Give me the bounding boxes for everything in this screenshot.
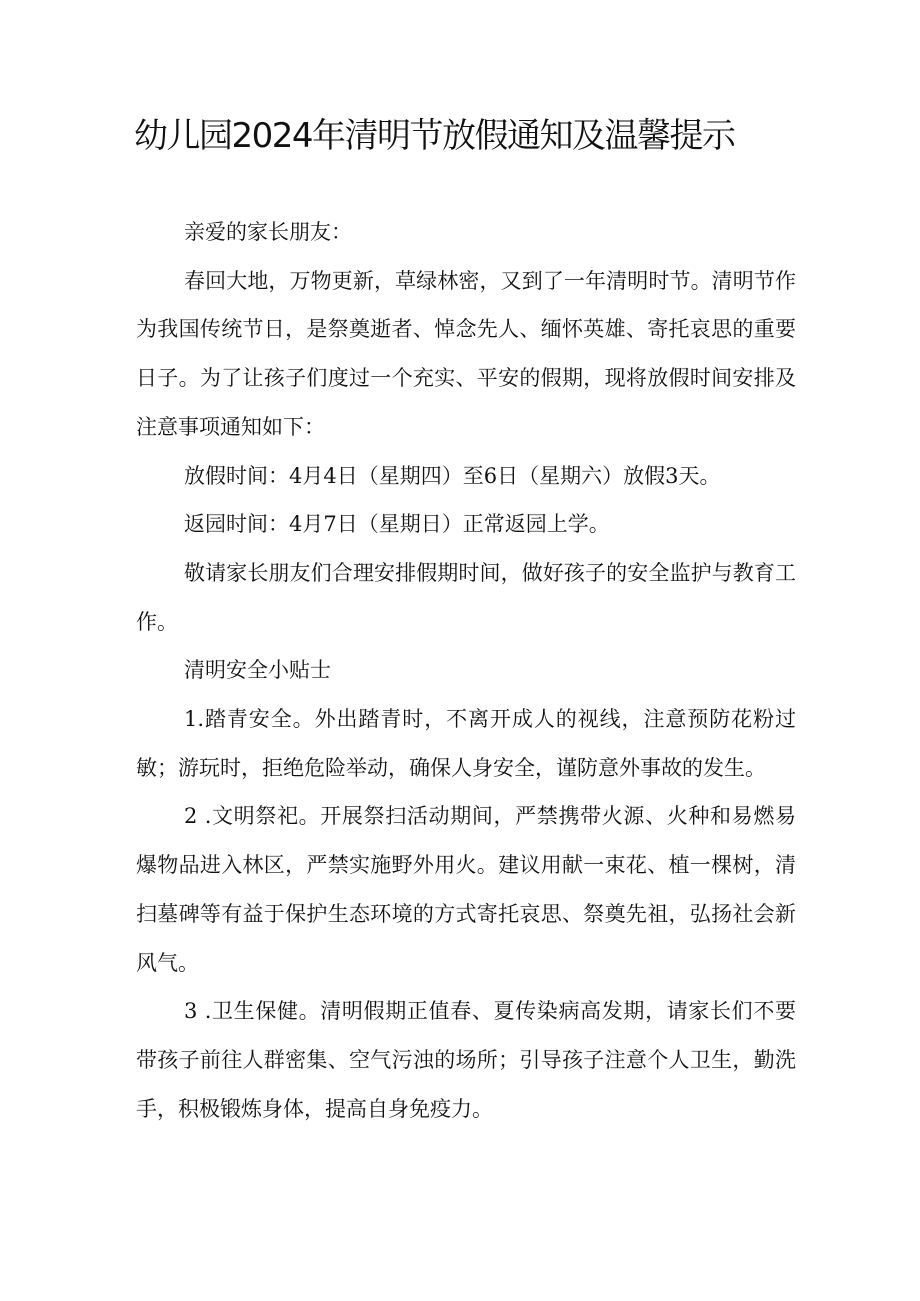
tip-2-paragraph: 2 .文明祭祀。开展祭扫活动期间，严禁携带火源、火种和易燃易爆物品进入林区，严禁实施野外用火。建议用献一束花、植一棵树，清扫墓碑等有益于保护生态环境的方式寄托哀思、祭奠先祖，弘扬社会新风气。 bbox=[136, 804, 796, 975]
intro-paragraph: 春回大地，万物更新，草绿林密，又到了一年清明时节。清明节作为我国传统节日，是祭奠逝者、悼念先人、缅怀英雄、寄托哀思的重要日子。为了让孩子们度过一个充实、平安的假期，现将放假时间安排及注意事项通知如下： bbox=[136, 268, 796, 439]
holiday-time-paragraph: 放假时间：4月4日（星期四）至6日（星期六）放假3天。 bbox=[184, 463, 721, 488]
document-body bbox=[136, 208, 796, 1133]
return-time-paragraph: 返园时间：4月7日（星期日）正常返园上学。 bbox=[184, 512, 610, 537]
tip-3-paragraph: 3 .卫生保健。清明假期正值春、夏传染病高发期，请家长们不要带孩子前往人群密集、空气污浊的场所；引导孩子注意个人卫生，勤洗手，积极锻炼身体，提高自身免疫力。 bbox=[136, 999, 796, 1121]
tips-heading: 清明安全小贴士 bbox=[184, 658, 331, 683]
request-paragraph: 敬请家长朋友们合理安排假期时间，做好孩子的安全监护与教育工作。 bbox=[136, 560, 796, 634]
tip-1-paragraph: 1.踏青安全。外出踏青时，不离开成人的视线，注意预防花粉过敏；游玩时，拒绝危险举动，确保人身安全，谨防意外事故的发生。 bbox=[136, 707, 796, 780]
document-title: 幼儿园2024年清明节放假通知及温馨提示 bbox=[134, 116, 735, 156]
greeting-paragraph: 亲爱的家长朋友： bbox=[184, 220, 352, 244]
